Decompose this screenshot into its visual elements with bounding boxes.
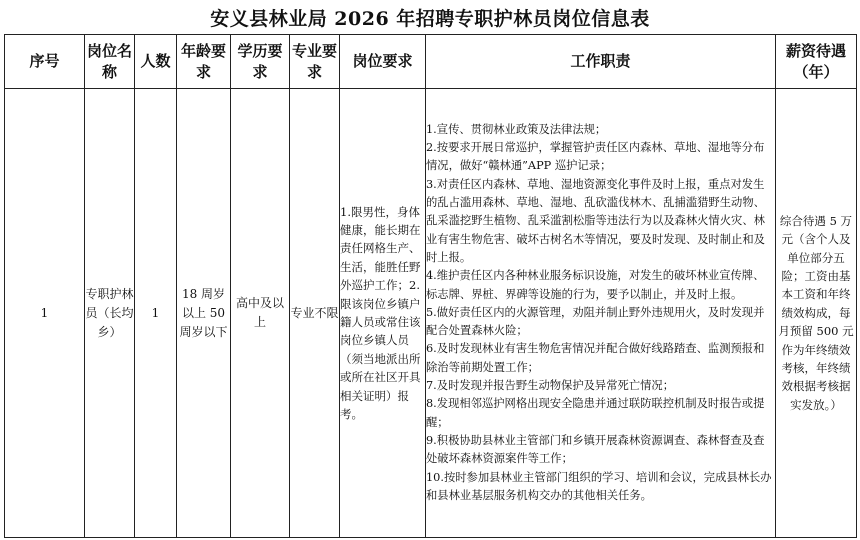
header-major: 专业要求 — [290, 35, 340, 89]
cell-post-name: 专职护林员（长均乡） — [85, 89, 135, 538]
header-seq: 序号 — [5, 35, 85, 89]
header-post-name: 岗位名称 — [85, 35, 135, 89]
duty-item: 6.及时发现林业有害生物危害情况并配合做好线路踏查、监测预报和除治等前期处置工作； — [426, 342, 765, 374]
duty-item: 1.宣传、贯彻林业政策及法律法规； — [426, 122, 607, 136]
header-post-requirements: 岗位要求 — [340, 35, 426, 89]
duty-item: 3.对责任区内森林、草地、湿地资源变化事件及时上报，重点对发生的乱占滥用森林、草地、湿地、乱砍滥伐林木、乱捕滥猎野生动物、乱采滥挖野生植物、乱采滥割松脂等违法行为以及森林火情火灾、林业有害生物危害、破坏古树名木等情况，要及时发现、及时制止和及时上报。 — [426, 177, 765, 264]
duty-item: 4.维护责任区内各种林业服务标识设施，对发生的破坏林业宣传牌、标志牌、界桩、界碑等设施的行为，要予以制止，并及时上报。 — [426, 269, 765, 301]
header-age: 年龄要求 — [177, 35, 231, 89]
header-salary: 薪资待遇（年） — [776, 35, 857, 89]
cell-post-requirements: 1.限男性，身体健康，能长期在责任网格生产、生活，能胜任野外巡护工作；2.限该岗位乡镇户籍人员或常住该岗位乡镇人员（须当地派出所或所在社区开具相关证明）报考。 — [340, 89, 426, 538]
cell-count: 1 — [135, 89, 177, 538]
cell-major: 专业不限 — [290, 89, 340, 538]
duty-item: 7.及时发现并报告野生动物保护及异常死亡情况； — [426, 379, 675, 393]
duty-item: 10.按时参加县林业主管部门组织的学习、培训和会议，完成县林长办和县林业基层服务机构交办的其他相关任务。 — [426, 470, 772, 502]
header-education: 学历要求 — [231, 35, 290, 89]
cell-duties — [426, 89, 776, 538]
duty-item: 8.发现相邻巡护网格出现安全隐患并通过联防联控机制及时报告或提醒； — [426, 397, 765, 429]
cell-salary: 综合待遇 5 万元（含个人及单位部分五险；工资由基本工资和年终绩效构成，每月预留 500 元作为年终绩效考核，年终绩效根据考核据实发放。） — [776, 89, 857, 538]
job-info-table — [4, 34, 857, 538]
duty-item: 2.按要求开展日常巡护，掌握管护责任区内森林、草地、湿地等分布情况，做好“赣林通”APP 巡护记录； — [426, 141, 765, 173]
cell-age: 18 周岁以上 50 周岁以下 — [177, 89, 231, 538]
header-duties: 工作职责 — [426, 35, 776, 89]
cell-education: 高中及以上 — [231, 89, 290, 538]
cell-seq: 1 — [5, 89, 85, 538]
duty-item: 5.做好责任区内的火源管理，劝阻并制止野外违规用火，及时发现并配合处置森林火险； — [426, 305, 765, 338]
header-count: 人数 — [135, 35, 177, 89]
page-title: 安义县林业局 2026 年招聘专职护林员岗位信息表 — [210, 8, 650, 30]
duty-item: 9.积极协助县林业主管部门和乡镇开展森林资源调查、森林督查及查处破坏森林资源案件等工作； — [426, 433, 765, 466]
table-row — [5, 89, 857, 538]
table-header-row — [5, 35, 857, 89]
